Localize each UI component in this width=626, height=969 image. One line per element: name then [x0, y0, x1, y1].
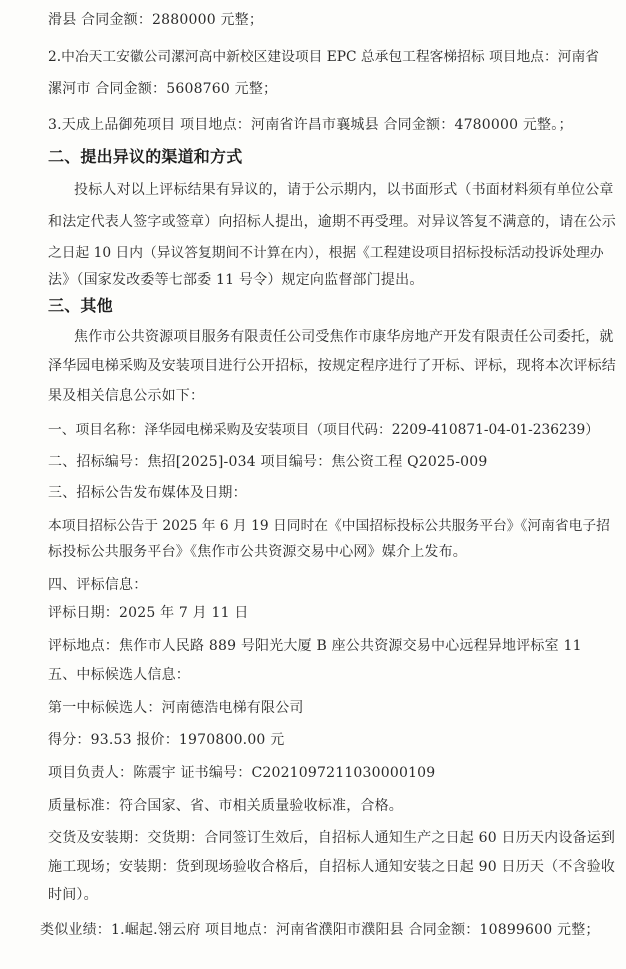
text-line: 漯河市 合同金额：5608760 元整； [48, 81, 278, 97]
text-line: 之日起 10 日内（异议答复期间不计算在内），根据《工程建设项目招标投标活动投诉处理办 [48, 245, 604, 261]
section-heading: 二、提出异议的渠道和方式 [48, 147, 243, 166]
section-heading: 三、其他 [48, 296, 113, 315]
text-line: 2.中冶天工安徽公司漯河高中新校区建设项目 EPC 总承包工程客梯招标 项目地点：河南省 [48, 49, 600, 65]
text-line: 二、招标编号：焦招[2025]-034 项目编号：焦公资工程 Q2025-009 [48, 454, 488, 470]
text-line: 和法定代表人签字或签章）向招标人提出，逾期不再受理。对异议答复不满意的，请在公示 [48, 214, 616, 230]
text-line: 焦作市公共资源项目服务有限责任公司受焦作市康华房地产开发有限责任公司委托，就 [74, 329, 614, 345]
text-line: 类似业绩：1.崛起.翎云府 项目地点：河南省濮阳市濮阳县 合同金额：10899600 元整； [40, 922, 600, 938]
text-line: 施工现场；安装期：货到现场验收合格后，自招标人通知安装之日起 90 日历天（不含验收 [48, 859, 616, 875]
text-line: 三、招标公告发布媒体及日期： [48, 485, 247, 501]
text-line: 第一中标候选人：河南德浩电梯有限公司 [48, 700, 304, 716]
text-line: 滑县 合同金额：2880000 元整； [48, 12, 264, 28]
text-line: 泽华园电梯采购及安装项目进行公开招标，按规定程序进行了开标、评标，现将本次评标结 [48, 358, 616, 374]
text-line: 得分：93.53 报价：1970800.00 元 [48, 732, 285, 748]
text-line: 评标地点：焦作市人民路 889 号阳光大厦 B 座公共资源交易中心远程异地评标室 11 [48, 638, 582, 654]
text-line: 时间）。 [48, 887, 98, 903]
text-line: 质量标准：符合国家、省、市相关质量验收标准，合格。 [48, 798, 403, 814]
text-line: 一、项目名称：泽华园电梯采购及安装项目（项目代码：2209-410871-04-01-236239） [48, 422, 600, 438]
text-line: 3.天成上品御苑项目 项目地点：河南省许昌市襄城县 合同金额：4780000 元整。； [48, 117, 573, 133]
text-line: 项目负责人：陈震宇 证书编号：C2021097211030000109 [48, 765, 436, 781]
text-line: 法》（国家发改委等七部委 11 号令）规定向监督部门提出。 [48, 272, 424, 288]
text-line: 五、中标候选人信息： [48, 667, 190, 683]
text-line: 标投标公共服务平台》《焦作市公共资源交易中心网》媒介上发布。 [48, 544, 467, 560]
text-line: 果及相关信息公示如下： [48, 388, 205, 404]
text-line: 评标日期：2025 年 7 月 11 日 [48, 605, 249, 621]
text-line: 本项目招标公告于 2025 年 6 月 19 日同时在《中国招标投标公共服务平台》《河南省电子招 [48, 518, 610, 534]
text-line: 四、评标信息： [48, 577, 148, 593]
text-line: 交货及安装期：交货期：合同签订生效后，自招标人通知生产之日起 60 日历天内设备运到 [48, 830, 616, 846]
text-line: 投标人对以上评标结果有异议的，请于公示期内，以书面形式（书面材料须有单位公章 [74, 182, 614, 198]
